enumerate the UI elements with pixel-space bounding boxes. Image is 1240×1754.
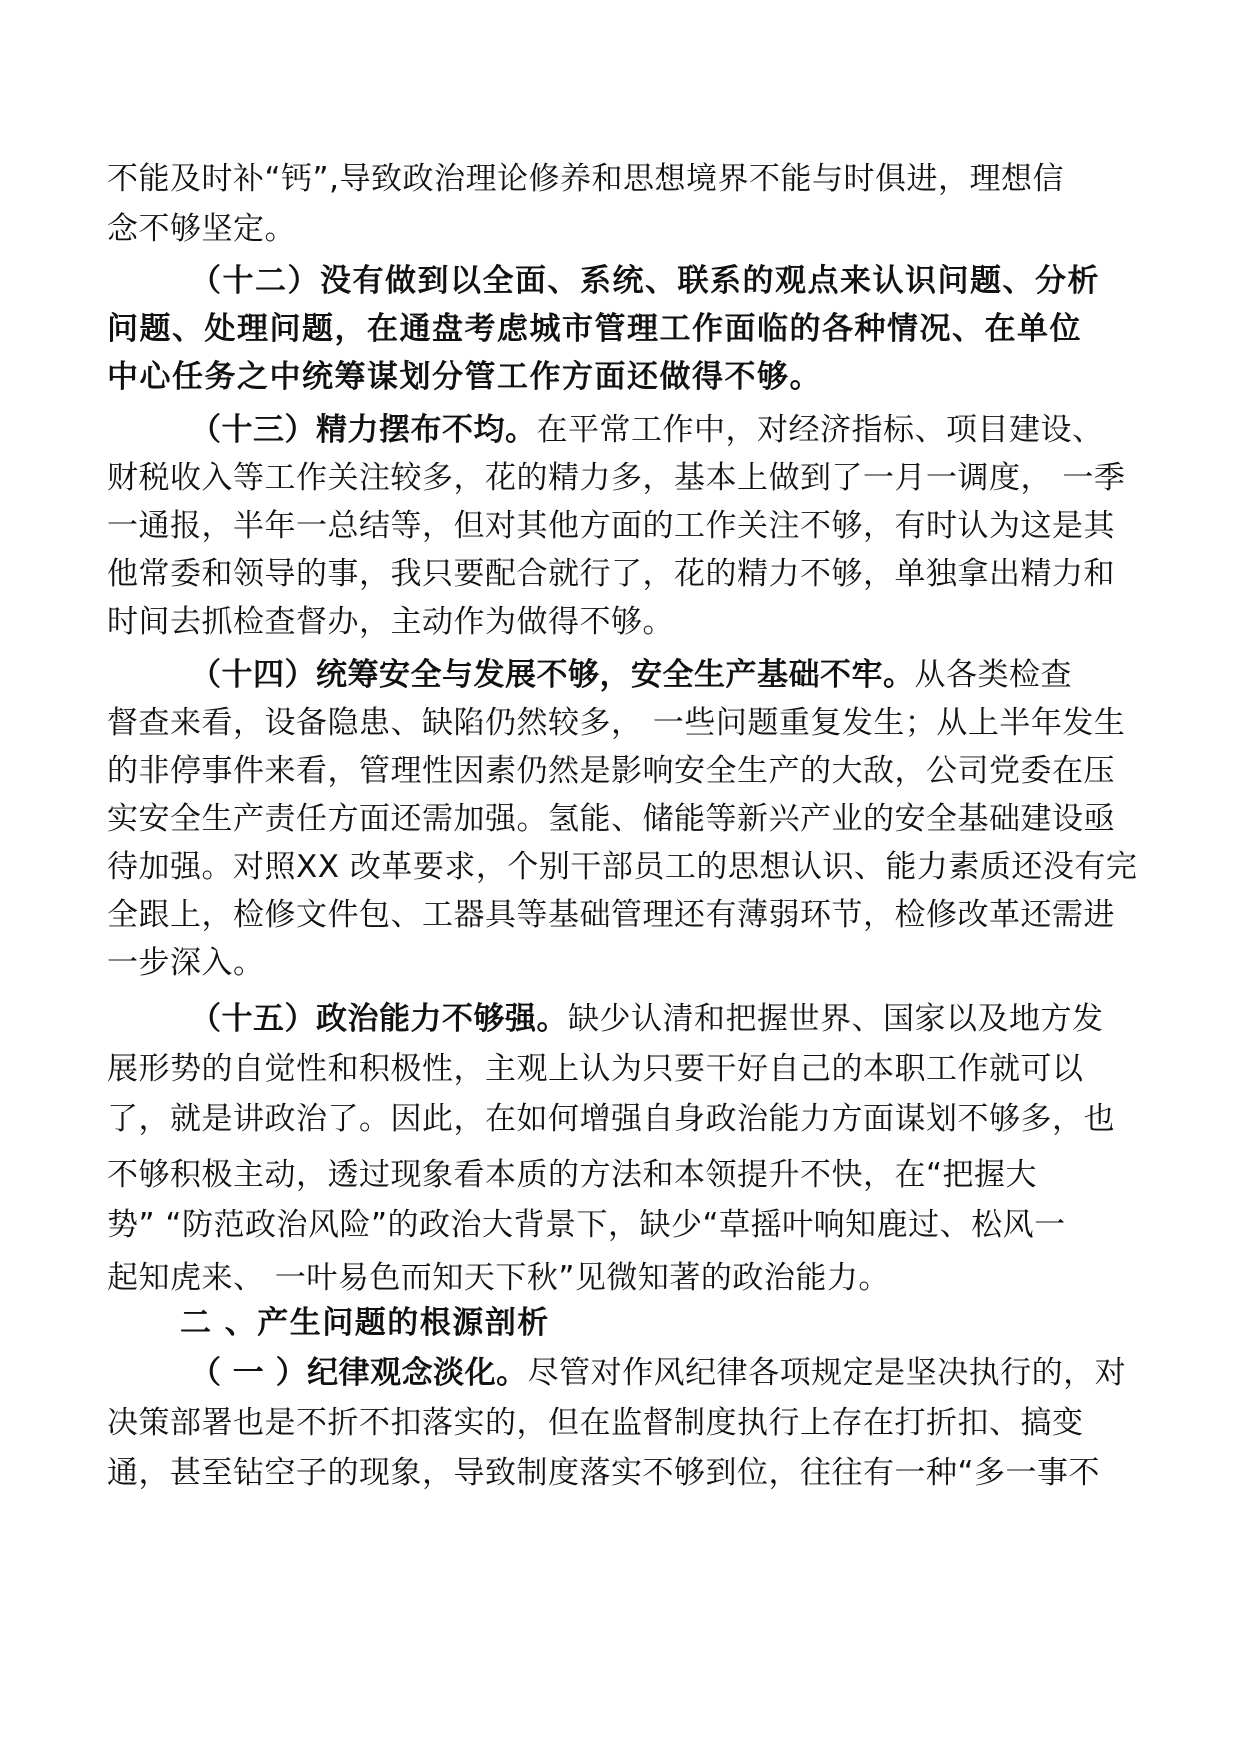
text-line: [107, 1255, 890, 1301]
heading-text: 中心任务之中统筹谋划分管工作方面还做得不够。: [107, 359, 822, 395]
text-line: [190, 996, 1104, 1042]
text-run: 不够积极主动，透过现象看本质的方法和本领提升不快，在“把握大: [107, 1157, 1038, 1193]
text-line: [107, 1450, 1100, 1496]
text-line: [107, 206, 296, 252]
text-run: 尽管对作风纪律各项规定是坚决执行的，对: [527, 1355, 1127, 1391]
text-line: [107, 1096, 1115, 1142]
text-run: 待加强。对照XX 改革要求，个别干部员工的思想认识、能力素质还没有完: [107, 849, 1138, 885]
section-heading-line: [107, 306, 1082, 352]
text-line: [190, 1350, 1126, 1396]
text-line: [107, 156, 1064, 202]
text-run: 念不够坚定。: [107, 211, 296, 247]
text-run: 的非停事件来看，管理性因素仍然是影响安全生产的大敌，公司党委在压: [107, 753, 1115, 789]
text-run: 在平常工作中，对经济指标、项目建设、: [536, 412, 1104, 448]
text-run: 财税收入等工作关注较多，花的精力多，基本上做到了一月一调度， 一季: [107, 460, 1126, 496]
text-run: 不能及时补“钙”,导致政治理论修养和思想境界不能与时俱进，理想信: [107, 161, 1064, 197]
text-line: [107, 700, 1125, 746]
text-run: 一步深入。: [107, 945, 265, 981]
text-line: [107, 551, 1115, 597]
text-run: 了，就是讲政治了。因此，在如何增强自身政治能力方面谋划不够多，也: [107, 1101, 1115, 1137]
text-line: [107, 503, 1115, 549]
text-line: [107, 940, 265, 986]
text-line: [190, 407, 1104, 453]
text-line: [107, 1152, 1037, 1198]
text-run: 从各类检查: [914, 657, 1072, 693]
text-line: [107, 892, 1115, 938]
paragraph-lead: （十四）统筹安全与发展不够，安全生产基础不牢。: [190, 657, 915, 693]
text-run: 他常委和领导的事，我只要配合就行了，花的精力不够，单独拿出精力和: [107, 556, 1115, 592]
text-line: [107, 1400, 1084, 1446]
text-line: [107, 1202, 1066, 1248]
text-run: 时间去抓检查督办，主动作为做得不够。: [107, 604, 674, 640]
text-run: 展形势的自觉性和积极性，主观上认为只要干好自己的本职工作就可以: [107, 1051, 1084, 1087]
heading-text: （十二）没有做到以全面、系统、联系的观点来认识问题、分析: [190, 263, 1100, 299]
text-line: [107, 748, 1115, 794]
paragraph-lead: （十五）政治能力不够强。: [190, 1001, 568, 1037]
text-line: [107, 599, 674, 645]
text-run: 实安全生产责任方面还需加强。氢能、储能等新兴产业的安全基础建设亟: [107, 801, 1115, 837]
heading-text: 二 、产生问题的根源剖析: [180, 1305, 550, 1341]
paragraph-lead: （十三）精力摆布不均。: [190, 412, 537, 448]
text-line: [190, 652, 1072, 698]
section-heading-line: [107, 354, 822, 400]
text-run: 起知虎来、 一叶易色而知天下秋”见微知著的政治能力。: [107, 1260, 890, 1296]
text-line: [107, 1046, 1084, 1092]
text-run: 决策部署也是不折不扣落实的，但在监督制度执行上存在打折扣、搞变: [107, 1405, 1084, 1441]
heading-text: 问题、处理问题，在通盘考虑城市管理工作面临的各种情况、在单位: [107, 311, 1082, 347]
text-line: [107, 455, 1125, 501]
text-run: 一通报，半年一总结等，但对其他方面的工作关注不够，有时认为这是其: [107, 508, 1115, 544]
text-line: [107, 796, 1115, 842]
text-run: 缺少认清和把握世界、国家以及地方发: [568, 1001, 1104, 1037]
text-run: 督查来看，设备隐患、缺陷仍然较多， 一些问题重复发生；从上半年发生: [107, 705, 1126, 741]
paragraph-lead: （ 一 ）纪律观念淡化。: [190, 1355, 528, 1391]
text-run: 全跟上，检修文件包、工器具等基础管理还有薄弱环节，检修改革还需进: [107, 897, 1115, 933]
text-line: [107, 844, 1137, 890]
section-heading: [180, 1300, 550, 1346]
text-run: 势” “防范政治风险”的政治大背景下，缺少“草摇叶响知鹿过、松风一: [107, 1207, 1066, 1243]
text-run: 通，甚至钻空子的现象，导致制度落实不够到位，往往有一种“多一事不: [107, 1455, 1101, 1491]
section-heading-line: [190, 258, 1100, 304]
